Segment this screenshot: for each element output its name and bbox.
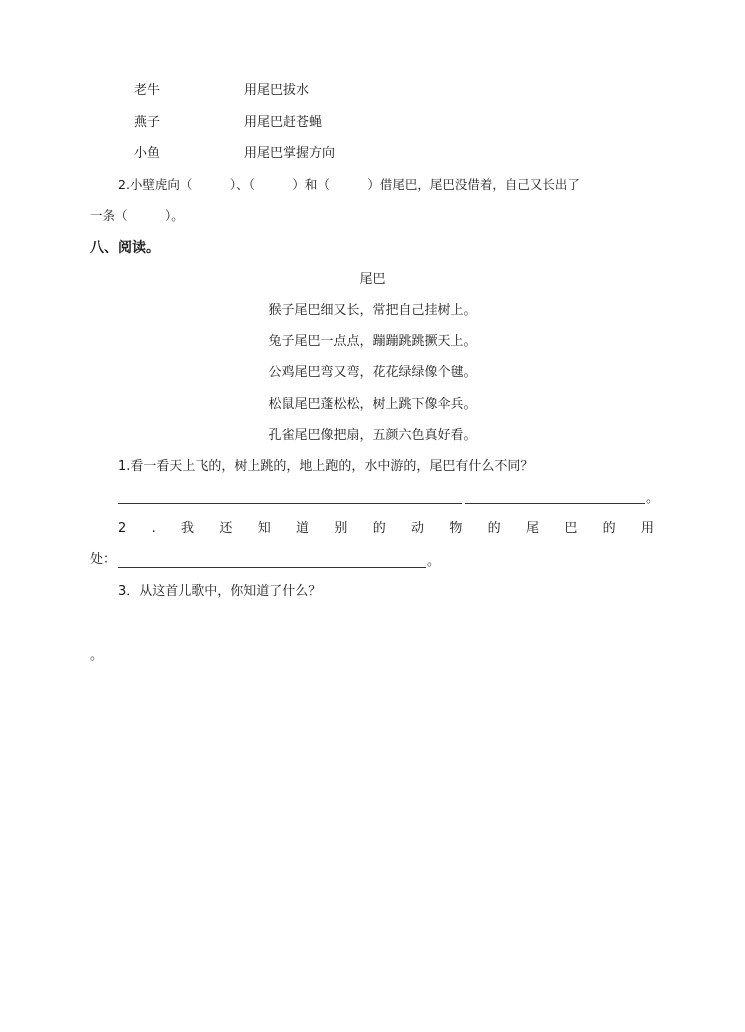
q2-char: 巴 <box>564 521 578 536</box>
blank-question-2-line1: 2.小壁虎向（ ）、（ ）和（ ）借尾巴，尾巴没借着，自己又长出了 <box>118 177 580 192</box>
q2-char: 的 <box>487 521 501 536</box>
reading-question-1: 1.看一看天上飞的，树上跳的，地上跑的，水中游的，尾巴有什么不同？ <box>118 459 534 474</box>
q2-char: 道 <box>296 521 310 536</box>
answer-line-1a[interactable] <box>118 503 462 504</box>
poem-line-3: 公鸡尾巴弯又弯，花花绿绿像个毽。 <box>268 365 477 380</box>
q2-char: 知 <box>257 521 271 536</box>
poem-line-5: 孔雀尾巴像把扇，五颜六色真好看。 <box>268 428 477 443</box>
match-animal-1: 老牛 <box>134 83 161 98</box>
match-use-1: 用尾巴拔水 <box>244 83 310 98</box>
poem-line-2: 兔子尾巴一点点，蹦蹦跳跳撅天上。 <box>268 334 477 349</box>
q2-char: 别 <box>334 521 348 536</box>
answer-line-2[interactable] <box>118 567 426 568</box>
match-use-2: 用尾巴赶苍蝇 <box>244 115 323 130</box>
answer-1-end-mark: 。 <box>646 491 660 506</box>
reading-question-2-prefix: 处： <box>90 552 117 567</box>
reading-question-3: 3．从这首儿歌中，你知道了什么？ <box>118 584 322 599</box>
reading-question-2-line1 <box>118 520 654 538</box>
q2-char: 物 <box>449 521 463 536</box>
match-animal-3: 小鱼 <box>134 146 161 161</box>
section-title: 八、阅读。 <box>90 240 160 256</box>
q2-char: 尾 <box>526 521 540 536</box>
answer-line-1b[interactable] <box>465 503 645 504</box>
q2-char: 的 <box>372 521 386 536</box>
q2-char: 用 <box>640 521 654 536</box>
q2-char: 2 <box>118 521 127 536</box>
match-animal-2: 燕子 <box>134 115 161 130</box>
q2-char: 我 <box>181 521 195 536</box>
q2-char: 的 <box>602 521 616 536</box>
blank-question-2-line2: 一条（ ）。 <box>90 208 184 223</box>
poem-line-1: 猴子尾巴细又长，常把自己挂树上。 <box>268 303 477 318</box>
poem-line-4: 松鼠尾巴蓬松松，树上跳下像伞兵。 <box>268 397 477 412</box>
answer-2-end-mark: 。 <box>427 554 441 569</box>
q2-char: . <box>151 521 156 536</box>
poem-title: 尾巴 <box>359 272 386 287</box>
trailing-end-mark: 。 <box>90 648 104 663</box>
q2-char: 动 <box>411 521 425 536</box>
match-use-3: 用尾巴掌握方向 <box>244 146 336 161</box>
q2-char: 还 <box>219 521 233 536</box>
